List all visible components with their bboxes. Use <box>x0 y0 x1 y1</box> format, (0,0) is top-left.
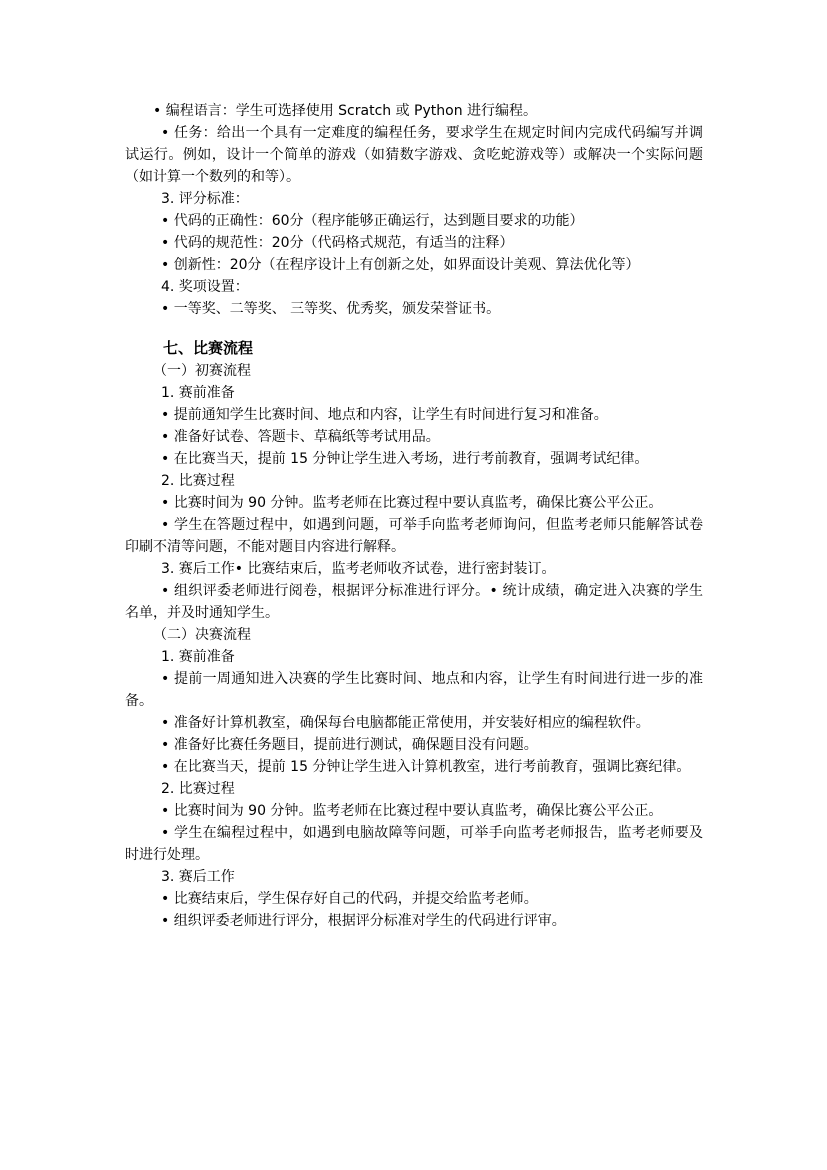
paragraph-line: 1. 赛前准备 <box>161 385 235 401</box>
paragraph-line: • 创新性：20分（在程序设计上有创新之处，如界面设计美观、算法优化等） <box>161 257 640 273</box>
paragraph-line: • 提前通知学生比赛时间、地点和内容，让学生有时间进行复习和准备。 <box>161 407 608 423</box>
paragraph-line: 2. 比赛过程 <box>161 473 235 489</box>
paragraph-line: • 学生在答题过程中，如遇到问题，可举手向监考老师询问，但监考老师只能解答试卷印刷不清等问题，不能对题目内容进行解释。 <box>125 517 703 555</box>
paragraph-line: • 一等奖、二等奖、 三等奖、优秀奖，颁发荣誉证书。 <box>161 301 501 317</box>
paragraph-line: • 准备好计算机教室，确保每台电脑都能正常使用，并安装好相应的编程软件。 <box>161 715 650 731</box>
paragraph-line: • 比赛时间为 90 分钟。监考老师在比赛过程中要认真监考，确保比赛公平公正。 <box>161 803 663 819</box>
paragraph-line: • 比赛时间为 90 分钟。监考老师在比赛过程中要认真监考，确保比赛公平公正。 <box>161 495 663 511</box>
paragraph-line: • 任务：给出一个具有一定难度的编程任务，要求学生在规定时间内完成代码编写并调试运行。例如，设计一个简单的游戏（如猜数字游戏、贪吃蛇游戏等）或解决一个实际问题（如计算一个数列的和等）。 <box>125 125 703 185</box>
paragraph-line: • 编程语言：学生可选择使用 Scratch 或 Python 进行编程。 <box>153 103 538 119</box>
paragraph-line: 3. 评分标准： <box>161 191 249 207</box>
paragraph-line: • 代码的正确性：60分（程序能够正确运行，达到题目要求的功能） <box>161 213 584 229</box>
document-body <box>125 100 703 932</box>
spacer <box>125 320 703 336</box>
paragraph-line: • 在比赛当天，提前 15 分钟让学生进入计算机教室，进行考前教育，强调比赛纪律。 <box>161 759 691 775</box>
paragraph-line: • 在比赛当天，提前 15 分钟让学生进入考场，进行考前教育，强调考试纪律。 <box>161 451 649 467</box>
paragraph-line: • 组织评委老师进行阅卷，根据评分标准进行评分。• 统计成绩，确定进入决赛的学生名单，并及时通知学生。 <box>125 583 703 621</box>
paragraph-line: • 组织评委老师进行评分，根据评分标准对学生的代码进行评审。 <box>161 913 566 929</box>
paragraph-line: 3. 赛后工作 <box>161 869 235 885</box>
paragraph-line: • 学生在编程过程中，如遇到电脑故障等问题，可举手向监考老师报告，监考老师要及时进行处理。 <box>125 825 703 863</box>
paragraph-line: • 比赛结束后，学生保存好自己的代码，并提交给监考老师。 <box>161 891 538 907</box>
paragraph-line: • 提前一周通知进入决赛的学生比赛时间、地点和内容，让学生有时间进行进一步的准备。 <box>125 671 703 709</box>
section-heading: 七、比赛流程 <box>163 339 254 357</box>
paragraph-line: 4. 奖项设置： <box>161 279 249 295</box>
paragraph-line: （一）初赛流程 <box>153 363 251 379</box>
paragraph-line: 2. 比赛过程 <box>161 781 235 797</box>
paragraph-line: （二）决赛流程 <box>153 627 251 643</box>
paragraph-line: • 代码的规范性：20分（代码格式规范，有适当的注释） <box>161 235 514 251</box>
paragraph-line: 3. 赛后工作• 比赛结束后，监考老师收齐试卷，进行密封装订。 <box>161 561 556 577</box>
paragraph-line: 1. 赛前准备 <box>161 649 235 665</box>
paragraph-line: • 准备好比赛任务题目，提前进行测试，确保题目没有问题。 <box>161 737 538 753</box>
paragraph-line: • 准备好试卷、答题卡、草稿纸等考试用品。 <box>161 429 440 445</box>
